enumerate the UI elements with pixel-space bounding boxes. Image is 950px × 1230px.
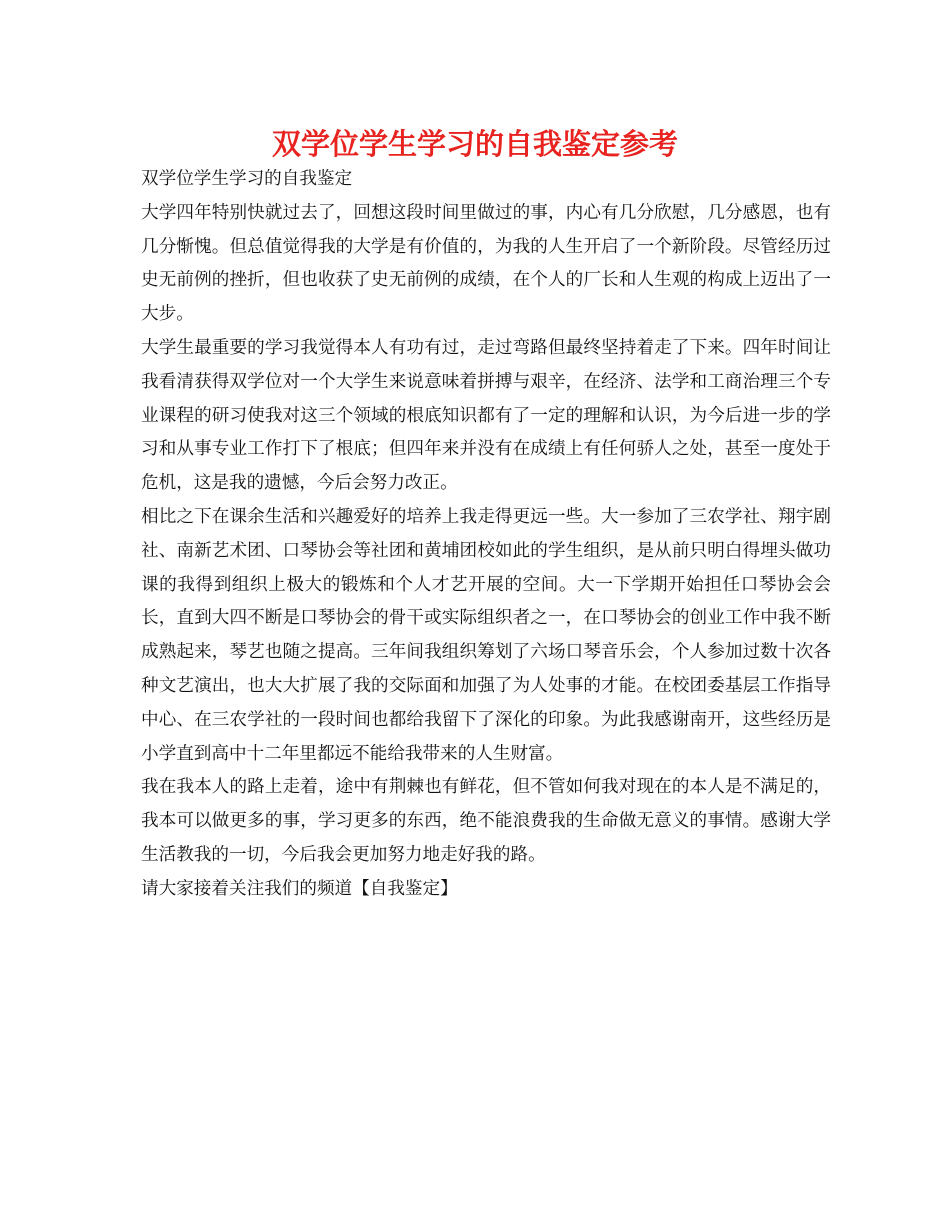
paragraph-2: 大学生最重要的学习我觉得本人有功有过，走过弯路但最终坚持着走了下来。四年时间让我看清获得双学位对一个大学生来说意味着拼搏与艰辛，在经济、法学和工商治理三个专业课程的研习使我对这三个领域的根底知识都有了一定的理解和认识，为今后进一步的学习和从事专业工作打下了根底；但四年来并没有在成绩上有任何骄人之处，甚至一度处于危机，这是我的遗憾，今后会努力改正。 [141, 337, 831, 494]
paragraph-3: 相比之下在课余生活和兴趣爱好的培养上我走得更远一些。大一参加了三农学社、翔宇剧社、南新艺术团、口琴协会等社团和黄埔团校如此的学生组织，是从前只明白得埋头做功课的我得到组织上极大的锻炼和个人才艺开展的空间。大一下学期开始担任口琴协会会长，直到大四不断是口琴协会的骨干或实际组织者之一，在口琴协会的创业工作中我不断成熟起来，琴艺也随之提高。三年间我组织筹划了六场口琴音乐会，个人参加过数十次各种文艺演出，也大大扩展了我的交际面和加强了为人处事的才能。在校团委基层工作指导中心、在三农学社的一段时间也都给我留下了深化的印象。为此我感谢南开，这些经历是小学直到高中十二年里都远不能给我带来的人生财富。 [141, 506, 831, 764]
document-subtitle: 双学位学生学习的自我鉴定 [141, 169, 353, 189]
paragraph-4: 我在我本人的路上走着，途中有荆棘也有鲜花，但不管如何我对现在的本人是不满足的，我本可以做更多的事，学习更多的东西，绝不能浪费我的生命做无意义的事情。感谢大学生活教我的一切，今后我会更加努力地走好我的路。 [141, 777, 831, 865]
footer-note: 请大家接着关注我们的频道【自我鉴定】 [141, 878, 458, 899]
document-body [141, 163, 831, 907]
document-title: 双学位学生学习的自我鉴定参考 [271, 127, 678, 161]
paragraph-1: 大学四年特别快就过去了，回想这段时间里做过的事，内心有几分欣慰，几分感恩，也有几分惭愧。但总值觉得我的大学是有价值的，为我的人生开启了一个新阶段。尽管经历过史无前例的挫折，但也收获了史无前例的成绩，在个人的厂长和人生观的构成上迈出了一大步。 [141, 202, 831, 325]
